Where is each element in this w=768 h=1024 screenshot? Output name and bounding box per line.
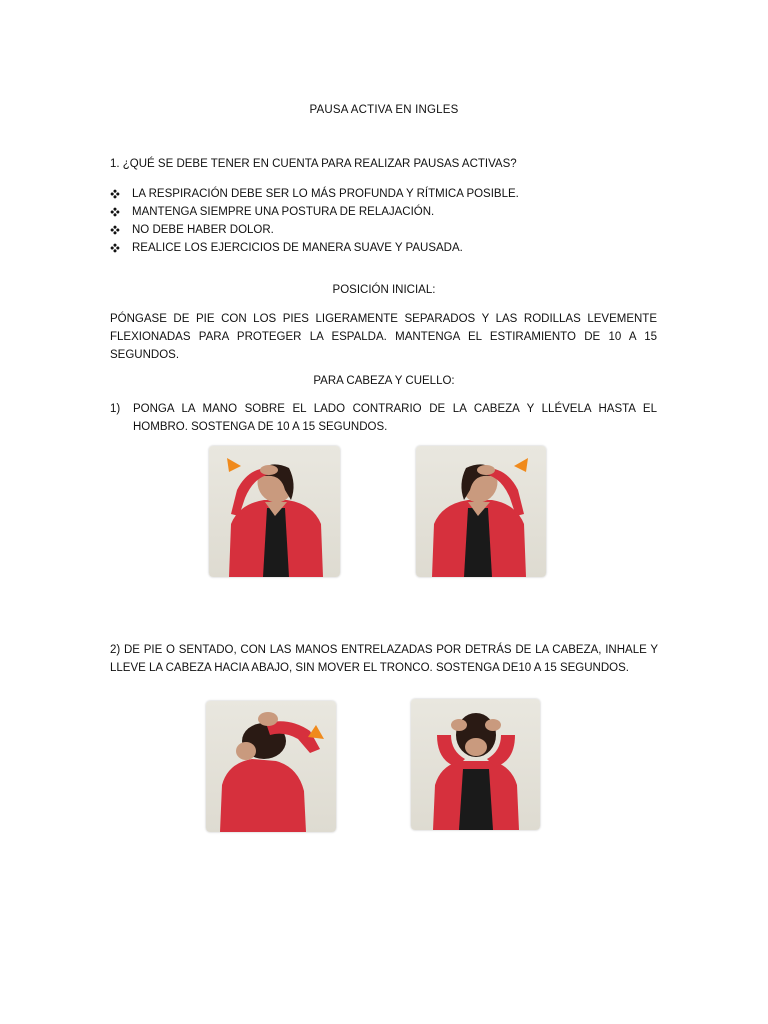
diamond-bullet-icon (110, 206, 132, 218)
step-1-text: PONGA LA MANO SOBRE EL LADO CONTRARIO DE LA CABEZA Y LLÉVELA HASTA EL HOMBRO. SOSTENGA DE 10 A 15 SEGUNDOS. (133, 403, 657, 433)
exercise-photo-forward-bend-profile (206, 701, 336, 832)
exercise-photo-side-stretch-left (209, 446, 340, 577)
list-item: LA RESPIRACIÓN DEBE SER LO MÁS PROFUNDA Y RÍTMICA POSIBLE. (110, 185, 519, 203)
exercise-photo-forward-bend-front (411, 699, 540, 830)
exercise-photo-side-stretch-right (416, 446, 546, 577)
initial-position-text: PÓNGASE DE PIE CON LOS PIES LIGERAMENTE SEPARADOS Y LAS RODILLAS LEVEMENTE FLEXIONADAS PARA PROTEGER LA ESPALDA. MANTENGA EL ESTIRAMIENTO DE 10 A 15 SEGUNDOS. (110, 313, 657, 361)
list-item: REALICE LOS EJERCICIOS DE MANERA SUAVE Y PAUSADA. (110, 239, 519, 257)
list-item: MANTENGA SIEMPRE UNA POSTURA DE RELAJACIÓN. (110, 203, 519, 221)
step-2: 2) DE PIE O SENTADO, CON LAS MANOS ENTRELAZADAS POR DETRÁS DE LA CABEZA, INHALE Y LLEVE LA CABEZA HACIA ABAJO, SIN MOVER EL TRONCO. SOSTENGA DE10 A 15 SEGUNDOS. (110, 644, 658, 674)
question-1: 1. ¿QUÉ SE DEBE TENER EN CUENTA PARA REALIZAR PAUSAS ACTIVAS? (110, 158, 517, 170)
step-1 (110, 400, 657, 436)
head-neck-heading: PARA CABEZA Y CUELLO: (313, 375, 455, 387)
step-1-number: 1) (110, 403, 121, 415)
diamond-bullet-icon (110, 242, 132, 254)
tips-list (110, 185, 519, 257)
page-title: PAUSA ACTIVA EN INGLES (309, 104, 459, 116)
diamond-bullet-icon (110, 224, 132, 236)
diamond-bullet-icon (110, 188, 132, 200)
list-item: NO DEBE HABER DOLOR. (110, 221, 519, 239)
initial-position-heading: POSICIÓN INICIAL: (332, 284, 436, 296)
